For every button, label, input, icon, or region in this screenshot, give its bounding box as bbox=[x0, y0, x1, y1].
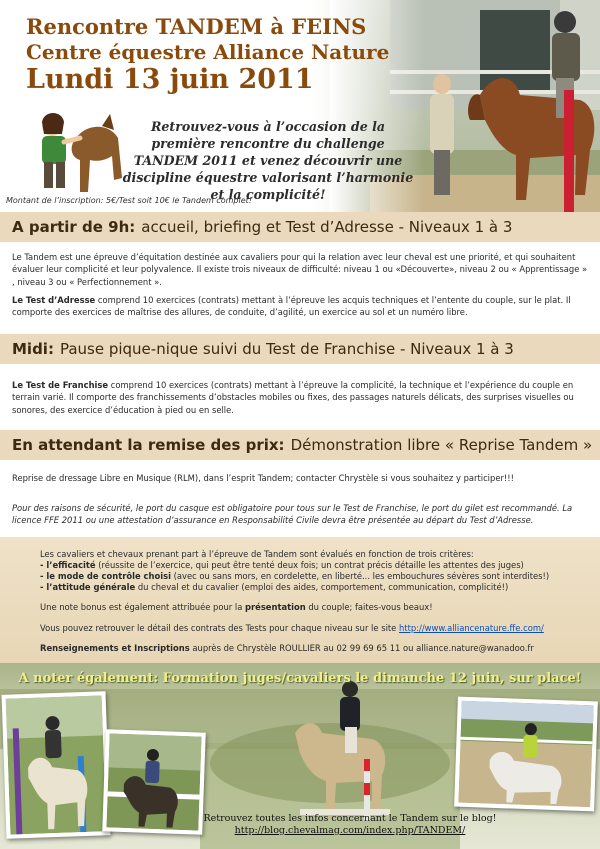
contact-label: Renseignements et Inscriptions bbox=[40, 643, 190, 653]
test-adresse-description: comprend 10 exercices (contrats) mettant à l’épreuve les acquis techniques et l’entente du couple, sur le plat. Il comporte des exercices de maîtrise des allures, de conduite, d’agilité, un exercice au sol et un numéro libre. bbox=[12, 295, 571, 318]
section-bar-awards-text: Démonstration libre « Reprise Tandem » bbox=[290, 436, 593, 454]
criterion-controle bbox=[40, 571, 585, 582]
training-notice: A noter également: Formation juges/cavaliers le dimanche 12 juin, sur place! bbox=[18, 671, 582, 686]
criterion-efficacite-label: - l’efficacité bbox=[40, 560, 96, 570]
test-adresse-paragraph bbox=[12, 294, 590, 319]
photo-slalom-left bbox=[2, 691, 111, 839]
section-bar-midday-text: Pause pique-nique suivi du Test de Franchise - Niveaux 1 à 3 bbox=[59, 340, 514, 358]
safety-paragraph: Pour des raisons de sécurité, le port du casque est obligatoire pour tous sur le Test de Franchise, le port du gilet est recommandé. La licence FFE 2011 ou une attestation d’assurance en Responsabilité Civile devra être présentée au départ du Test d’Adresse. bbox=[12, 503, 573, 526]
contact-detail: auprès de Chrystèle ROULLIER au 02 99 69 65 11 ou alliance.nature@wanadoo.fr bbox=[189, 643, 534, 653]
criterion-efficacite bbox=[40, 560, 585, 571]
blog-info bbox=[180, 813, 520, 837]
section-bar-awards-label: En attendant la remise des prix: bbox=[12, 436, 285, 454]
section-bar-morning bbox=[0, 212, 600, 242]
contracts-detail bbox=[40, 623, 585, 634]
section-bar-morning-time: A partir de 9h: bbox=[12, 218, 136, 236]
tandem-intro-paragraph: Le Tandem est une épreuve d’équitation destinée aux cavaliers pour qui la relation avec leur cheval est une priorité, et qui souhaitent évaluer leur complicité et leur polyvalence. Il existe trois niveaux de difficulté: niveau 1 ou «Découverte», niveau 2 ou « Apprentissage » , niveau 3 ou « Perfectionnement ». bbox=[12, 252, 588, 287]
event-tagline: Retrouvez-vous à l’occasion de la première rencontre du challenge TANDEM 2011 et venez découvrir une discipline équestre valorisant l’harmonie et la complicité! bbox=[122, 119, 414, 202]
criteria-box bbox=[0, 537, 600, 663]
title-line-2: Centre équestre Alliance Nature bbox=[26, 40, 390, 64]
criterion-controle-label: - le mode de contrôle choisi bbox=[40, 571, 171, 581]
section-bar-midday bbox=[0, 334, 600, 364]
blog-link[interactable]: http://blog.chevalmag.com/index.php/TANDEM/ bbox=[234, 825, 466, 836]
contracts-detail-text: Vous pouvez retrouver le détail des contrats des Tests pour chaque niveau sur le site bbox=[40, 623, 399, 633]
criteria-intro: Les cavaliers et chevaux prenant part à l’épreuve de Tandem sont évalués en fonction de trois critères: bbox=[40, 549, 474, 559]
criterion-controle-detail: (avec ou sans mors, en cordelette, en liberté... les embouchures sévères sont interdites!) bbox=[170, 571, 550, 581]
criterion-attitude-label: - l’attitude générale bbox=[40, 582, 136, 592]
bonus-note-pre: Une note bonus est également attribuée pour la bbox=[40, 602, 246, 612]
section-bar-morning-text: accueil, briefing et Test d’Adresse - Niveaux 1 à 3 bbox=[141, 218, 513, 236]
tandem-rider-illustration bbox=[18, 108, 126, 196]
reprise-paragraph: Reprise de dressage Libre en Musique (RLM), dans l’esprit Tandem; contacter Chrystèle si vous souhaitez y participer!!! bbox=[12, 473, 514, 483]
section-bar-awards bbox=[0, 430, 600, 460]
blog-info-text: Retrouvez toutes les infos concernant le Tandem sur le blog! bbox=[203, 813, 497, 824]
criterion-efficacite-detail: (réussite de l’exercice, qui peut être tenté deux fois; un contrat précis détaille les attentes des juges) bbox=[95, 560, 524, 570]
criterion-attitude-detail: du cheval et du cavalier (emploi des aides, comportement, communication, complicité!) bbox=[135, 582, 509, 592]
bonus-note-bold: présentation bbox=[245, 602, 306, 612]
test-franchise-label: Le Test de Franchise bbox=[12, 380, 109, 390]
criterion-attitude bbox=[40, 582, 585, 593]
bonus-note bbox=[40, 602, 585, 613]
header bbox=[0, 0, 600, 212]
test-franchise-description: comprend 10 exercices (contrats) mettant à l’épreuve la complicité, la technique et l’expérience du couple en terrain varié. Il comporte des franchissements d’obstacles mobiles ou fixes, des passages naturels délicats, des surprises visuelles ou sonores, des exercice d’éducation à pied ou en selle. bbox=[12, 380, 574, 415]
test-franchise-paragraph bbox=[12, 379, 590, 416]
alliance-nature-link[interactable]: http://www.alliancenature.ffe.com/ bbox=[399, 623, 544, 633]
test-adresse-label: Le Test d’Adresse bbox=[12, 295, 96, 305]
bonus-note-post: du couple; faites-vous beaux! bbox=[305, 602, 433, 612]
registration-fee: Montant de l’inscription: 5€/Test soit 10€ le Tandem complet! bbox=[6, 196, 252, 205]
event-date-title: Lundi 13 juin 2011 bbox=[26, 64, 314, 95]
contact-info bbox=[40, 643, 585, 654]
title-line-1: Rencontre TANDEM à FEINS bbox=[26, 14, 367, 39]
bottom-photo-section bbox=[0, 663, 600, 849]
section-bar-midday-time: Midi: bbox=[12, 340, 54, 358]
photo-arena-right bbox=[454, 697, 598, 812]
